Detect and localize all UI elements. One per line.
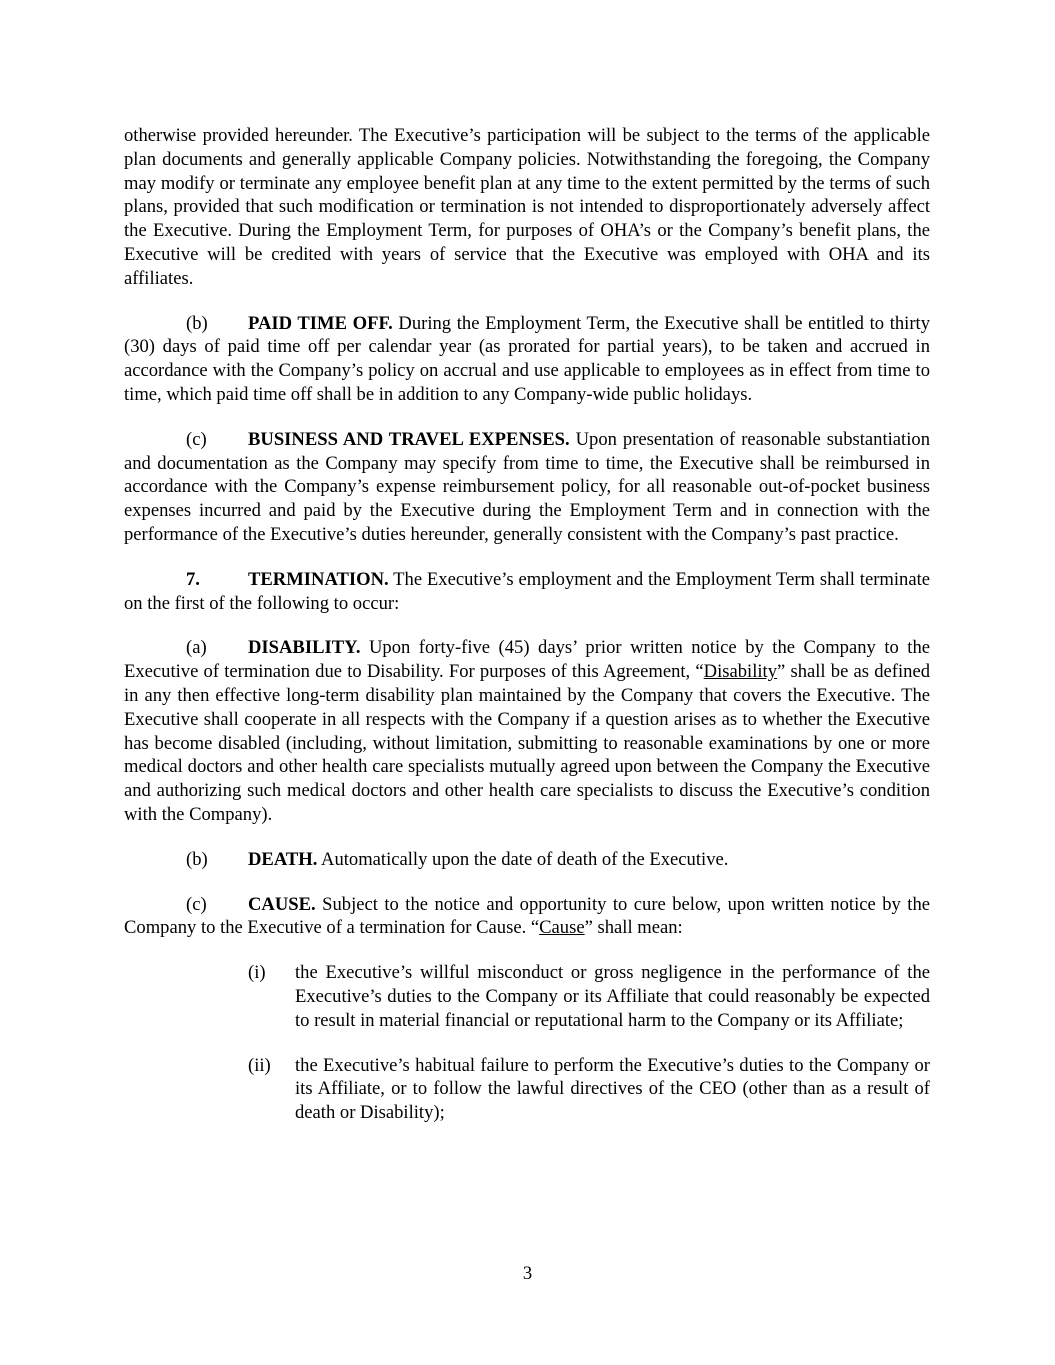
section-text: ” shall mean: bbox=[584, 917, 683, 939]
paragraph-paid-time-off bbox=[124, 312, 930, 407]
page-number: 3 bbox=[522, 1263, 533, 1284]
sub-item-number: (i) bbox=[248, 962, 266, 984]
paragraph-cause bbox=[124, 893, 930, 941]
paragraph-disability bbox=[124, 636, 930, 826]
section-text: Upon presentation of reasonable substantiation and documentation as the Company may specify from time to time, the Executive shall be reimbursed in accordance with the Company’s expense reimbursement policy, for all reasonable out-of-pocket business expenses incurred and paid by the Executive during the Employment Term and in connection with the performance of the Executive’s duties hereunder, generally consistent with the Company’s past practice. bbox=[124, 428, 930, 545]
section-text: Automatically upon the date of death of the Executive. bbox=[317, 848, 729, 870]
section-heading: PAID TIME OFF. bbox=[248, 312, 393, 334]
section-text: ” shall be as defined in any then effective long-term disability plan maintained by the Company that covers the Executive. The Executive shall cooperate in all respects with the Company if a question arises as to whether the Executive has become disabled (including, without limitation, submitting to reasonable examinations by one or more medical doctors and other health care specialists mutually agreed upon between the Company the Executive and authorizing such medical doctors and other health care specialists to discuss the Executive’s condition with the Company). bbox=[124, 661, 931, 825]
section-label: (b) bbox=[186, 312, 208, 334]
section-heading: TERMINATION. bbox=[248, 568, 389, 590]
section-heading: BUSINESS AND TRAVEL EXPENSES. bbox=[248, 428, 570, 450]
document-page bbox=[124, 124, 930, 1146]
section-text: The Executive’s employment and the Employment Term shall terminate on the first of the following to occur: bbox=[124, 568, 930, 614]
paragraph-death bbox=[124, 848, 930, 872]
section-label: (a) bbox=[186, 637, 207, 659]
section-text: Subject to the notice and opportunity to cure below, upon written notice by the Company to the Executive of a termination for Cause. “ bbox=[124, 893, 930, 939]
section-label: (c) bbox=[186, 428, 207, 450]
section-text: Upon forty-five (45) days’ prior written notice by the Company to the Executive of termination due to Disability. For purposes of this Agreement, “ bbox=[124, 637, 930, 683]
cause-item-i bbox=[248, 961, 930, 1032]
section-heading: CAUSE. bbox=[248, 893, 316, 915]
section-heading: DISABILITY. bbox=[248, 637, 361, 659]
cause-item-ii bbox=[248, 1054, 930, 1125]
section-text: During the Employment Term, the Executive shall be entitled to thirty (30) days of paid time off per calendar year (as prorated for partial years), to be taken and accrued in accordance with the Company’s policy on accrual and use applicable to employees as in effect from time to time, which paid time off shall be in addition to any Company-wide public holidays. bbox=[124, 312, 930, 405]
section-label: (b) bbox=[186, 848, 208, 870]
section-label: (c) bbox=[186, 893, 207, 915]
section-heading: DEATH. bbox=[248, 848, 318, 870]
sub-item-text: the Executive’s willful misconduct or gross negligence in the performance of the Executive’s duties to the Company or its Affiliate that could reasonably be expected to result in material financial or reputational harm to the Company or its Affiliate; bbox=[295, 962, 930, 1031]
paragraph-termination bbox=[124, 568, 930, 616]
sub-item-text: the Executive’s habitual failure to perform the Executive’s duties to the Company or its Affiliate, or to follow the lawful directives of the CEO (other than as a result of death or Disability); bbox=[295, 1054, 930, 1124]
sub-item-number: (ii) bbox=[248, 1054, 271, 1076]
defined-term-cause: Cause bbox=[539, 917, 585, 939]
paragraph-benefits-continued: otherwise provided hereunder. The Executive’s participation will be subject to the terms of the applicable plan documents and generally applicable Company policies. Notwithstanding the foregoing, the Company may modify or terminate any employee benefit plan at any time to the extent permitted by the terms of such plans, provided that such modification or termination is not intended to disproportionately adversely affect the Executive. During the Employment Term, for purposes of OHA’s or the Company’s benefit plans, the Executive will be credited with years of service that the Executive was employed with OHA and its affiliates. bbox=[124, 125, 930, 289]
section-number: 7. bbox=[186, 568, 200, 590]
defined-term-disability: Disability bbox=[703, 661, 778, 683]
paragraph-business-travel-expenses bbox=[124, 428, 930, 547]
